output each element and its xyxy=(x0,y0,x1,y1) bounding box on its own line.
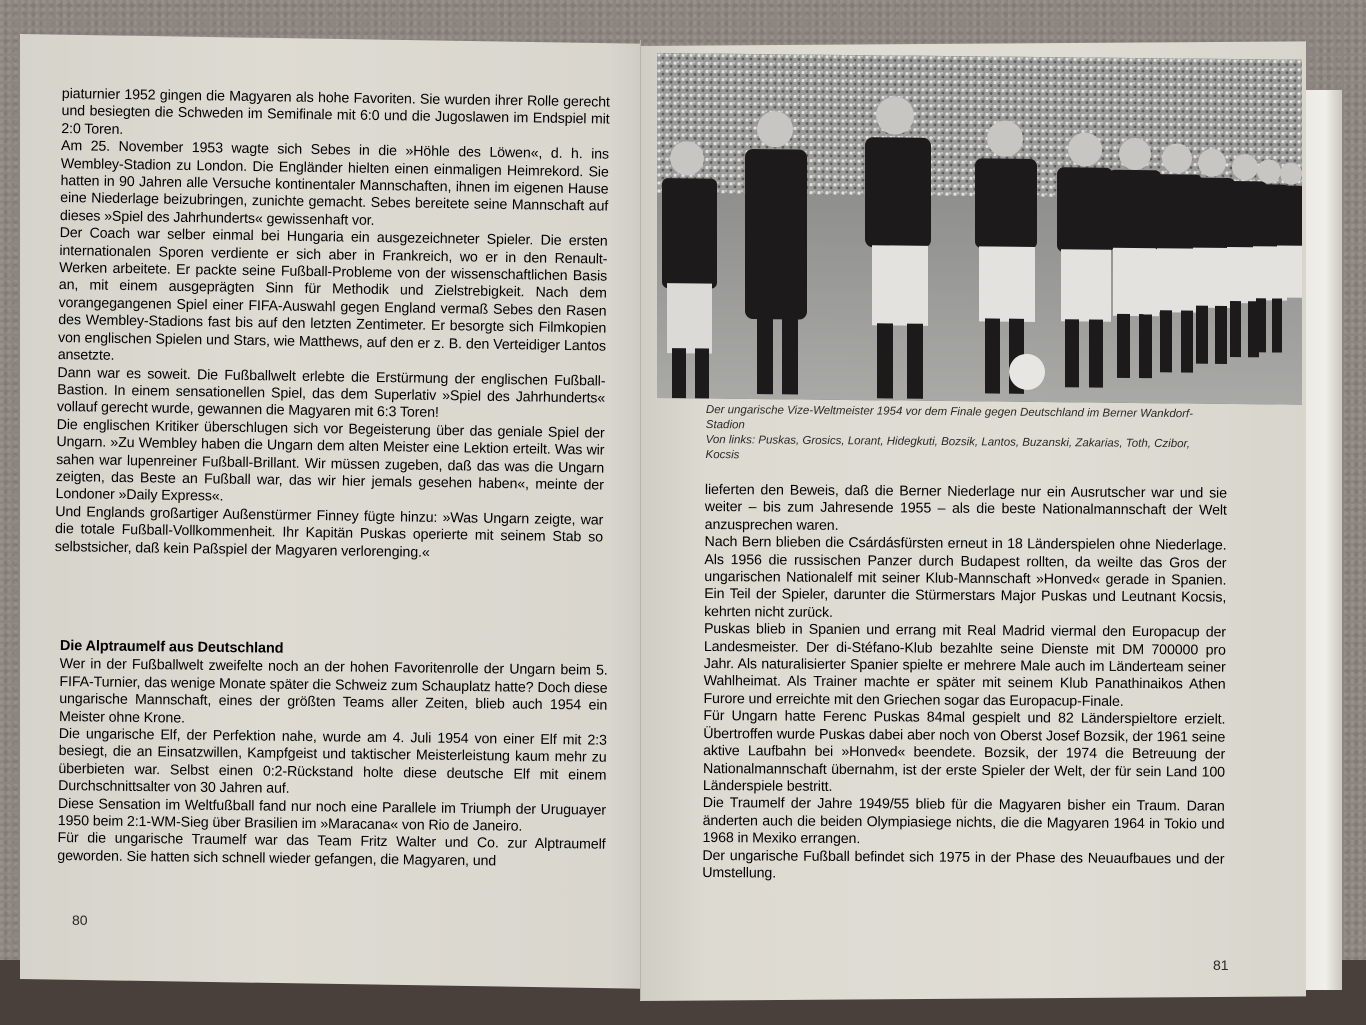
paragraph: Und Englands großartiger Außenstürmer Finney fügte hinzu: »Was Ungarn zeigte, war die totale Fußball-Vollkommenheit. Ihr Kapitän Puskas operierte mit seinem Stab so selbstsicher, daß kein Paßspiel der Magyaren verlorenging.« xyxy=(54,503,604,561)
caption-players: Von links: Puskas, Grosics, Lorant, Hidegkuti, Bozsik, Lantos, Buzanski, Zakarias, Toth, Czibor, Kocsis xyxy=(705,433,1190,462)
page-number-right: 81 xyxy=(1213,957,1229,973)
paragraph: Der Coach war selber einmal bei Hungaria ein ausgezeichneter Spieler. Die ersten internationalen Sporen verdiente er sich aber in Frankreich, wo er in den Renault-Werken arbeitete. Er packte seine Fußball-Probleme von der wissenschaftlichen Basis an, mit einem ausgeprägten Sinn für Methodik und Zielstrebigkeit. Nach dem vorangegangenen Spiel einer FIFA-Auswahl gegen England vermaß Sebes den Rasen des Wembley-Stadions fast bis auf den letzten Zentimeter. Er besorgte sich Filmkopien von englischen Spielen und Stars, wie Matthews, auf den er z. B. den Verteidiger Lantos ansetzte. xyxy=(57,225,608,364)
left-page-section xyxy=(57,638,608,872)
book-page-edges xyxy=(1300,90,1342,990)
team-photo xyxy=(657,53,1302,405)
caption-title: Der ungarische Vize-Weltmeister 1954 vor dem Finale gegen Deutschland im Berner Wankdorf-Stadion xyxy=(705,403,1194,432)
section-heading: Die Alptraumelf aus Deutschland xyxy=(59,638,284,657)
photo-caption xyxy=(705,403,1226,468)
paragraph: Die ungarische Elf, der Perfektion nahe, wurde am 4. Juli 1954 von einer Elf mit 2:3 besiegt, die an Einsatzwillen, Kampfgeist und taktischer Meisterleistung kaum mehr zu überbieten war. Selbst einen 0:2-Rückstand holte diese deutsche Elf mit einem Durchschnittsalter von 30 Jahren auf. xyxy=(58,726,607,798)
paragraph: Diese Sensation im Weltfußball fand nur noch eine Parallele im Triumph der Uruguayer 1950 beim 2:1-WM-Sieg über Brasilien im »Maracana« von Rio de Janeiro. xyxy=(57,795,607,835)
paragraph: lieferten den Beweis, daß die Berner Niederlage nur ein Ausrutscher war und sie weiter – bis zum Jahresende 1955 – als die beste Nationalmannschaft der Welt anzusprechen waren. xyxy=(704,482,1227,534)
book-spine xyxy=(640,40,641,1000)
paragraph: Für Ungarn hatte Ferenc Puskas 84mal gespielt und 82 Länderspieltore erzielt. Übertroffen wurde Puskas dabei aber noch von Oberst Josef Bozsik, der 1961 seine aktive Laufbahn bei »Honved« beendete. Bozsik, der 1974 die Betreuung der Nationalmannschaft übernahm, ist der erste Spieler der Welt, der für sein Land 100 Länderspiele bestritt. xyxy=(702,708,1226,795)
paragraph: piaturnier 1952 gingen die Magyaren als hohe Favoriten. Sie wurden ihrer Rolle gerecht und besiegten die Schweden im Semifinale mit 6:0 und die Jugoslawen im Endspiel mit 2:0 Toren. xyxy=(61,86,610,138)
paragraph: Nach Bern blieben die Csárdásfürsten erneut in 18 Länderspielen ohne Niederlage. Als 1956 die russischen Panzer durch Budapest rollten, da weilte das Gros der ungarischen Nationalelf mit seiner Klub-Mannschaft »Honved« gerade in Spanien. Ein Teil der Spieler, darunter die Stürmerstars Major Puskas und Leutnant Kocsis, kehrten nicht zurück. xyxy=(704,534,1227,621)
left-page-body xyxy=(55,86,610,565)
paragraph: Wer in der Fußballwelt zweifelte noch an der hohen Favoritenrolle der Ungarn beim 5. FIFA-Turnier, das wenige Monate später die Schweiz zum Schauplatz hatte? Doch diese ungarische Mannschaft, eines der größten Teams aller Zeiten, blieb auch 1954 ein Meister ohne Krone. xyxy=(58,656,608,727)
paragraph: Am 25. November 1953 wagte sich Sebes in die »Höhle des Löwen«, d. h. ins Wembley-Stadion zu London. Die Engländer hielten einen einmaligen Heimrekord. Sie hatten in 90 Jahren alle Versuche kontinentaler Mannschaften, ihnen im eigenen Hause eine Niederlage beizubringen, zunichte gemacht. Sebes bereitete seine Mannschaft auf dieses »Spiel des Jahrhunderts« gewissenhaft vor. xyxy=(59,138,610,229)
paragraph: Für die ungarische Traumelf war das Team Fritz Walter und Co. zur Alptraumelf geworden. Sie hatten sich schnell wieder gefangen, die Magyaren, und xyxy=(57,830,606,870)
page-number-left: 80 xyxy=(72,912,88,928)
right-page-body xyxy=(702,482,1227,886)
paragraph: Dann war es soweit. Die Fußballwelt erlebte die Erstürmung der englischen Fußball-Bastion. In einem sensationellen Spiel, das dem Superlativ »Spiel des Jahrhunderts« vollauf gerecht wurde, gewannen die Magyaren mit 6:3 Toren! xyxy=(56,364,606,422)
paragraph: Die englischen Kritiker überschlugen sich vor Begeisterung über das geniale Spiel der Ungarn. »Zu Wembley haben die Ungarn dem alten Meister eine Lektion erteilt. Was wir sahen war lupenreiner Fußball-Brillant. Wir müssen zugeben, daß das was die Ungarn zeigten, das Beste an Fußball war, das wir hier jemals gesehen haben«, meinte der Londoner »Daily Express«. xyxy=(55,416,605,505)
paragraph: Die Traumelf der Jahre 1949/55 blieb für die Magyaren bisher ein Traum. Daran änderten auch die beiden Olympiasiege nichts, die die Magyaren 1964 in Tokio und 1968 in Mexiko errangen. xyxy=(702,795,1225,848)
paragraph: Puskas blieb in Spanien und errang mit Real Madrid viermal den Europacup der Landesmeister. Der di-Stéfano-Klub bezahlte seine Dienste mit DM 700000 pro Jahr. Als naturalisierter Spanier spielte er mehrere Male auch im Länderteam seiner Wahlheimat. Als Trainer machte er später mit seinem Klub Panathinaikos Athen Furore und erreichte mit den Griechen sogar das Europacup-Finale. xyxy=(703,621,1227,710)
paragraph: Der ungarische Fußball befindet sich 1975 in der Phase des Neuaufbaues und der Umstellung. xyxy=(702,847,1225,882)
